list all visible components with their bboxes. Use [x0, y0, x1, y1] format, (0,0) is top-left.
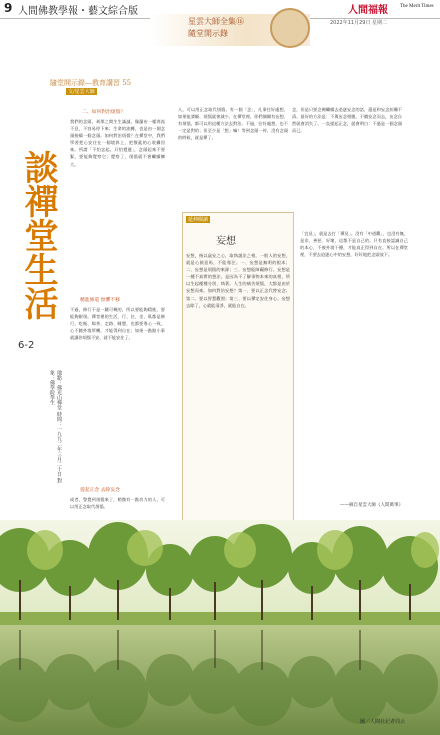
banner-line-1: 星雲大師全集⑯: [188, 17, 244, 26]
article-body-6: 「宜見」，就是去打「禪見」。沒有「中道觀」，也沒有無，是非、善惡、好壞，這都不是自己的。只有直接認識自己的本心，不被外境干擾，才能真正得到自在。所以在禪堂裡，不要去追逐心中的妄想，好好地把念頭放下。: [300, 231, 408, 258]
article-body-3: 或者，警覺到煩惱來了，稍微有一點功力的人，可以用正念取代煩惱。: [70, 497, 165, 510]
article-body-2: 不過，修行不是一蹴可幾的，所以要能夠精進，要能夠耐煩。禪堂裡的生活，行、住、坐、臥都是修行，吃飯、喝茶、走路、睡覺，也都要專心一致。心不隨外境所轉，才能得到自在；如果一點點小事就讓你煩惱不安，就不能安住了。: [70, 307, 165, 341]
landscape-photo: [0, 520, 440, 735]
photo-caption: 圖／人間社記者周云: [360, 719, 406, 725]
subheading-2: 精進修道 無懼不移: [80, 298, 120, 303]
article-source: ——摘自星雲大師《人間萬事》: [340, 503, 403, 508]
article-part: 6-2: [18, 340, 35, 351]
banner-line-2: 隨堂開示錄: [188, 29, 228, 38]
sidebar-tag: 延伸閱讀: [188, 217, 209, 223]
article-body-4: 人，可以用正念取代煩惱。有一個「念」，凡事往好處想，如果能發願、煩惱就會減少。在禪堂裡，你們偶爾有妄想、有煩惱，都可以用這種方法去對治。不過，往好處想，也不一定是對的；但至少是「想」嘛！等到念頭一停，沒有念頭的時候，就是禪了。: [178, 107, 288, 141]
portrait-icon: [270, 8, 310, 48]
issue-date: 2022年11月29日 星期二: [330, 20, 388, 26]
sidebar-body: 妄想，指以虛妄之心，取執諸法之相。一般人的妄想，就是心猿意馬，不能專注。一、妄想是無明的根本；二、妄想是煩惱的來源；三、妄想能障礙修行。妄想是一種不真實的想法，是因為不了解事物本來的真相，所以生起種種分別、執著。人生的痛苦煩惱，大都是由於妄想而來。如何對治妄想？第一、要以正念代替妄念；第二、要以智慧觀照；第三、要以禪定安住身心。妄想去除了，心就能清淨，就能自在。: [186, 253, 290, 308]
landscape-illustration: [0, 520, 440, 735]
section-title: 人間佛教學報・藝文綜合版: [18, 6, 138, 17]
article-body-5: 念，但是只要念佛繼續去追逐妄念的話，還是和妄念糾纏不清。最好的方法是：不與妄念相應，不隨妄念而去，妄念自然就會消失了。一直提起正念，就會明白：不過是一個念頭而已。: [292, 107, 402, 134]
subheading-3: 提起正念 去除妄念: [80, 488, 120, 493]
article-byline: 地點：佛光山禪堂 時間：一九九二年三月二十日 對象：佛學院學生: [49, 370, 62, 484]
series-header: 隨堂開示錄—教育講習 55: [50, 79, 132, 87]
page-number: 9: [4, 1, 13, 15]
author-tag: 文/星雲大師: [68, 89, 95, 95]
newspaper-logo: 人間福報: [348, 5, 388, 16]
subheading-1: 二、如何對治煩惱？: [82, 110, 126, 115]
article-title: 談禪堂生活: [18, 150, 58, 320]
newspaper-logo-en: The Merit Times: [400, 4, 434, 9]
article-body-1: 我們的念頭，剎那之間生生滅滅，像瀑布一樣奔流不息，不容易停下來；生命的流轉，也是由一個念頭接續一個念頭。如何對治煩惱？在禪堂中，我們學習把心安住在一個境界上，把散亂的心收攝回來。所謂「不怕念起，只怕覺遲」，念頭起來不要緊，要能夠覺察它；覺察了，煩惱就不會繼續擴大。: [70, 119, 165, 167]
sidebar-title: 妄想: [216, 236, 236, 247]
